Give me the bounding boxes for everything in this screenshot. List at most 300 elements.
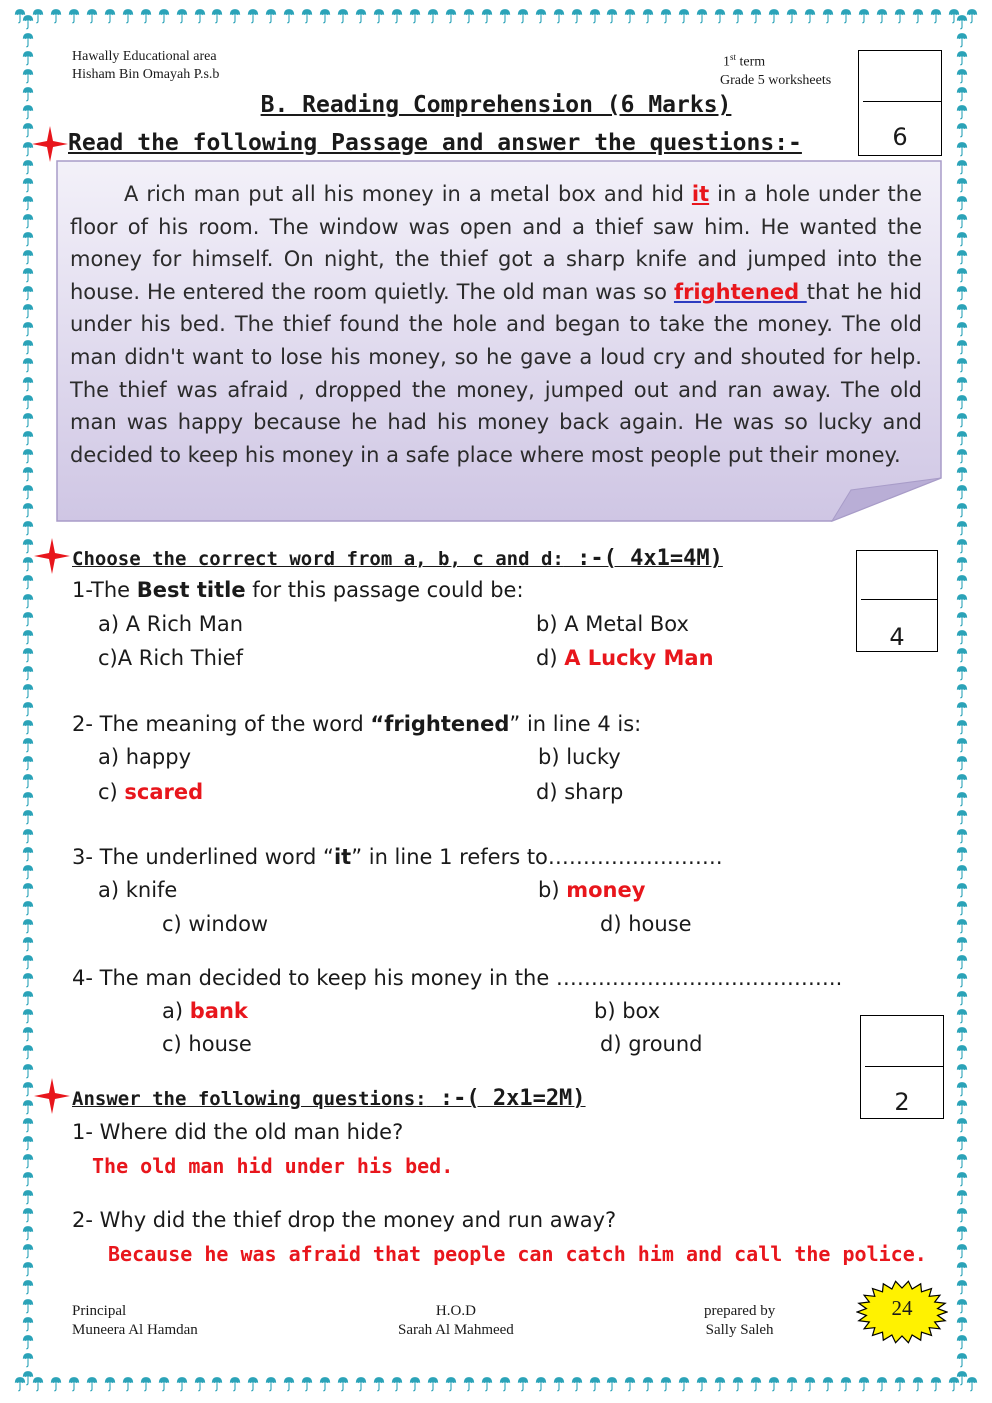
umbrella-border-icon (660, 8, 672, 24)
umbrella-border-icon (22, 846, 34, 862)
umbrella-border-icon (956, 122, 968, 138)
umbrella-border-icon (696, 8, 708, 24)
umbrella-border-icon (956, 701, 968, 717)
umbrella-border-icon (956, 737, 968, 753)
umbrella-border-icon (822, 1376, 834, 1392)
mark-box-divider (865, 1066, 943, 1067)
umbrella-border-icon (894, 8, 906, 24)
umbrella-border-icon (956, 394, 968, 410)
umbrella-border-icon (22, 430, 34, 446)
umbrella-border-icon (337, 8, 349, 24)
umbrella-border-icon (956, 918, 968, 934)
umbrella-border-icon (22, 484, 34, 500)
umbrella-border-icon (22, 502, 34, 518)
answer-question-1: 1- Where did the old man hide? (72, 1120, 404, 1144)
umbrella-border-icon (956, 954, 968, 970)
umbrella-border-icon (22, 394, 34, 410)
umbrella-border-icon (956, 1334, 968, 1350)
umbrella-border-icon (553, 1376, 565, 1392)
umbrella-border-icon (858, 1376, 870, 1392)
page-border-left (18, 14, 38, 1386)
hod-name: Sarah Al Mahmeed (398, 1322, 514, 1338)
umbrella-border-icon (956, 68, 968, 84)
umbrella-border-icon (956, 1026, 968, 1042)
q2-option-a[interactable]: a) happy (98, 745, 192, 769)
q1-option-b[interactable]: b) A Metal Box (536, 612, 689, 636)
umbrella-border-icon (22, 1298, 34, 1314)
umbrella-border-icon (427, 8, 439, 24)
umbrella-border-icon (956, 1370, 968, 1386)
umbrella-border-icon (642, 1376, 654, 1392)
umbrella-border-icon (750, 8, 762, 24)
umbrella-border-icon (956, 1117, 968, 1133)
umbrella-border-icon (22, 1261, 34, 1277)
umbrella-border-icon (956, 1352, 968, 1368)
umbrella-border-icon (956, 1008, 968, 1024)
umbrella-border-icon (894, 1376, 906, 1392)
answer-mark-value: 2 (894, 1088, 910, 1116)
umbrella-border-icon (22, 719, 34, 735)
umbrella-border-icon (956, 556, 968, 572)
umbrella-border-icon (355, 8, 367, 24)
umbrella-border-icon (22, 376, 34, 392)
umbrella-border-icon (956, 791, 968, 807)
footer-hod (398, 1302, 514, 1340)
umbrella-border-icon (956, 647, 968, 663)
umbrella-border-icon (624, 1376, 636, 1392)
umbrella-border-icon (337, 1376, 349, 1392)
umbrella-border-icon (956, 683, 968, 699)
umbrella-border-icon (956, 538, 968, 554)
umbrella-border-icon (553, 8, 565, 24)
umbrella-border-icon (104, 1376, 116, 1392)
umbrella-border-icon (956, 357, 968, 373)
umbrella-border-icon (481, 1376, 493, 1392)
umbrella-border-icon (956, 14, 968, 30)
umbrella-border-icon (956, 990, 968, 1006)
umbrella-border-icon (265, 8, 277, 24)
umbrella-border-icon (22, 828, 34, 844)
umbrella-border-icon (301, 8, 313, 24)
umbrella-border-icon (956, 448, 968, 464)
umbrella-border-icon (22, 412, 34, 428)
umbrella-border-icon (876, 1376, 888, 1392)
umbrella-border-icon (22, 1171, 34, 1187)
umbrella-border-icon (283, 8, 295, 24)
umbrella-border-icon (956, 665, 968, 681)
umbrella-border-icon (122, 1376, 134, 1392)
umbrella-border-icon (956, 267, 968, 283)
umbrella-border-icon (86, 8, 98, 24)
umbrella-border-icon (22, 339, 34, 355)
umbrella-border-icon (956, 1261, 968, 1277)
prepared-title: prepared by (704, 1303, 776, 1319)
umbrella-border-icon (956, 430, 968, 446)
umbrella-border-icon (22, 1225, 34, 1241)
umbrella-border-icon (22, 267, 34, 283)
umbrella-border-icon (265, 1376, 277, 1392)
umbrella-border-icon (319, 8, 331, 24)
principal-title: Principal (72, 1303, 127, 1319)
star-bullet-icon (32, 1076, 72, 1116)
page-border-right (952, 14, 972, 1386)
umbrella-border-icon (956, 1171, 968, 1187)
umbrella-border-icon (22, 285, 34, 301)
header-left (72, 48, 219, 84)
umbrella-border-icon (22, 990, 34, 1006)
umbrella-border-icon (319, 1376, 331, 1392)
star-bullet-icon (30, 124, 70, 164)
umbrella-border-icon (22, 1279, 34, 1295)
umbrella-border-icon (840, 8, 852, 24)
umbrella-border-icon (22, 1153, 34, 1169)
q4-option-c[interactable]: c) house (162, 1032, 252, 1056)
footer-principal (72, 1302, 198, 1340)
umbrella-border-icon (22, 466, 34, 482)
umbrella-border-icon (22, 773, 34, 789)
umbrella-border-icon (606, 8, 618, 24)
umbrella-border-icon (535, 1376, 547, 1392)
umbrella-border-icon (22, 900, 34, 916)
umbrella-border-icon (571, 8, 583, 24)
umbrella-border-icon (194, 8, 206, 24)
question-2: 2- The meaning of the word “frightened” in line 4 is: (72, 712, 642, 736)
umbrella-border-icon (956, 755, 968, 771)
umbrella-border-icon (22, 701, 34, 717)
umbrella-border-icon (22, 448, 34, 464)
umbrella-border-icon (956, 502, 968, 518)
umbrella-border-icon (22, 755, 34, 771)
umbrella-border-icon (956, 412, 968, 428)
umbrella-border-icon (956, 1135, 968, 1151)
choose-mark-box (856, 550, 938, 652)
answer-heading: Answer the following questions: :-( 2x1=2M) (72, 1086, 586, 1111)
umbrella-border-icon (956, 520, 968, 536)
question-4: 4- The man decided to keep his money in the ………………………………….. (72, 966, 843, 990)
umbrella-border-icon (22, 882, 34, 898)
umbrella-border-icon (50, 1376, 62, 1392)
umbrella-border-icon (22, 321, 34, 337)
umbrella-border-icon (956, 629, 968, 645)
umbrella-border-icon (876, 8, 888, 24)
umbrella-border-icon (956, 1225, 968, 1241)
umbrella-border-icon (373, 1376, 385, 1392)
umbrella-border-icon (786, 8, 798, 24)
umbrella-border-icon (22, 231, 34, 247)
umbrella-border-icon (956, 611, 968, 627)
umbrella-border-icon (22, 1189, 34, 1205)
umbrella-border-icon (22, 611, 34, 627)
umbrella-border-icon (956, 285, 968, 301)
passage-mark-value: 6 (892, 123, 908, 151)
umbrella-border-icon (956, 1063, 968, 1079)
q4-option-a[interactable]: a) bank (162, 999, 248, 1023)
umbrella-border-icon (956, 882, 968, 898)
umbrella-border-icon (956, 1099, 968, 1115)
umbrella-border-icon (956, 773, 968, 789)
q2-option-c[interactable]: c) scared (98, 780, 204, 804)
umbrella-border-icon (642, 8, 654, 24)
choose-mark-value: 4 (889, 623, 905, 651)
umbrella-border-icon (229, 8, 241, 24)
umbrella-border-icon (211, 8, 223, 24)
umbrella-border-icon (930, 1376, 942, 1392)
umbrella-border-icon (68, 1376, 80, 1392)
umbrella-border-icon (956, 828, 968, 844)
umbrella-border-icon (956, 339, 968, 355)
umbrella-border-icon (517, 8, 529, 24)
umbrella-border-icon (768, 1376, 780, 1392)
umbrella-border-icon (391, 8, 403, 24)
umbrella-border-icon (499, 8, 511, 24)
umbrella-border-icon (858, 8, 870, 24)
umbrella-border-icon (956, 1298, 968, 1314)
umbrella-border-icon (956, 719, 968, 735)
umbrella-border-icon (158, 1376, 170, 1392)
umbrella-border-icon (22, 1044, 34, 1060)
umbrella-border-icon (956, 249, 968, 265)
umbrella-border-icon (956, 177, 968, 193)
umbrella-border-icon (624, 8, 636, 24)
umbrella-border-icon (22, 1370, 34, 1386)
q2-option-d[interactable]: d) sharp (536, 780, 624, 804)
umbrella-border-icon (22, 791, 34, 807)
umbrella-border-icon (930, 8, 942, 24)
umbrella-border-icon (22, 520, 34, 536)
umbrella-border-icon (176, 8, 188, 24)
umbrella-border-icon (956, 1081, 968, 1097)
umbrella-border-icon (956, 972, 968, 988)
umbrella-border-icon (678, 8, 690, 24)
page-border-bottom (14, 1374, 978, 1394)
umbrella-border-icon (22, 737, 34, 753)
umbrella-border-icon (22, 683, 34, 699)
umbrella-border-icon (22, 14, 34, 30)
umbrella-border-icon (956, 195, 968, 211)
q4-option-d[interactable]: d) ground (600, 1032, 703, 1056)
umbrella-border-icon (22, 1135, 34, 1151)
umbrella-border-icon (391, 1376, 403, 1392)
q1-option-c[interactable]: c)A Rich Thief (98, 646, 244, 670)
umbrella-border-icon (22, 574, 34, 590)
umbrella-border-icon (22, 1117, 34, 1133)
umbrella-border-icon (211, 1376, 223, 1392)
umbrella-border-icon (804, 1376, 816, 1392)
passage-word-frightened: frightened (673, 279, 807, 304)
page-number: 24 (891, 1296, 913, 1320)
umbrella-border-icon (517, 1376, 529, 1392)
umbrella-border-icon (786, 1376, 798, 1392)
choose-heading: Choose the correct word from a, b, c and d: :-( 4x1=4M) (72, 546, 723, 571)
umbrella-border-icon (22, 195, 34, 211)
passage-panel (56, 160, 942, 522)
umbrella-border-icon (956, 376, 968, 392)
umbrella-border-icon (956, 900, 968, 916)
umbrella-border-icon (589, 8, 601, 24)
umbrella-border-icon (445, 1376, 457, 1392)
umbrella-border-icon (956, 593, 968, 609)
umbrella-border-icon (373, 8, 385, 24)
page-border-top (14, 6, 978, 26)
umbrella-border-icon (140, 1376, 152, 1392)
principal-name: Muneera Al Hamdan (72, 1322, 198, 1338)
umbrella-border-icon (956, 1153, 968, 1169)
umbrella-border-icon (499, 1376, 511, 1392)
umbrella-border-icon (535, 8, 547, 24)
umbrella-border-icon (660, 1376, 672, 1392)
umbrella-border-icon (956, 1207, 968, 1223)
umbrella-border-icon (678, 1376, 690, 1392)
umbrella-border-icon (956, 32, 968, 48)
umbrella-border-icon (22, 1316, 34, 1332)
umbrella-border-icon (956, 466, 968, 482)
umbrella-border-icon (409, 1376, 421, 1392)
umbrella-border-icon (194, 1376, 206, 1392)
grade-label: Grade 5 worksheets (720, 72, 832, 88)
umbrella-border-icon (696, 1376, 708, 1392)
umbrella-border-icon (22, 1008, 34, 1024)
umbrella-border-icon (140, 8, 152, 24)
umbrella-border-icon (445, 8, 457, 24)
q2-option-b[interactable]: b) lucky (538, 745, 621, 769)
umbrella-border-icon (22, 864, 34, 880)
umbrella-border-icon (22, 177, 34, 193)
umbrella-border-icon (956, 303, 968, 319)
q4-option-b[interactable]: b) box (594, 999, 661, 1023)
q1-option-d[interactable]: d) A Lucky Man (536, 646, 714, 670)
umbrella-border-icon (589, 1376, 601, 1392)
answer-2: Because he was afraid that people can catch him and call the police. (108, 1242, 927, 1266)
umbrella-border-icon (481, 8, 493, 24)
footer-prepared (704, 1302, 775, 1340)
umbrella-border-icon (22, 954, 34, 970)
umbrella-border-icon (22, 809, 34, 825)
q3-option-d[interactable]: d) house (600, 912, 692, 936)
umbrella-border-icon (956, 159, 968, 175)
educational-area: Hawally Educational area (72, 49, 217, 64)
answer-mark-box (860, 1015, 944, 1119)
umbrella-border-icon (768, 8, 780, 24)
umbrella-border-icon (956, 1279, 968, 1295)
umbrella-border-icon (22, 936, 34, 952)
q3-option-b[interactable]: b) money (538, 878, 646, 902)
umbrella-border-icon (714, 8, 726, 24)
umbrella-border-icon (355, 1376, 367, 1392)
umbrella-border-icon (22, 1334, 34, 1350)
umbrella-border-icon (956, 141, 968, 157)
hod-title: H.O.D (435, 1303, 476, 1319)
umbrella-border-icon (956, 574, 968, 590)
umbrella-border-icon (840, 1376, 852, 1392)
umbrella-border-icon (22, 918, 34, 934)
prepared-name: Sally Saleh (705, 1322, 774, 1338)
umbrella-border-icon (22, 50, 34, 66)
umbrella-border-icon (22, 1026, 34, 1042)
passage-text: A rich man put all his money in a metal box and hid it in a hole under the floor of his room. The window was open and a thief saw him. He wanted the money for himself. On night, the thief got a sharp knife and jumped into the house. He entered the room quietly. The old man was so frightened that he hid under his bed. The thief found the hole and began to take the money. The old man didn't want to lose his money, so he gave a loud cry and shouted for help. The thief was afraid , dropped the money, jumped out and ran away. The old man was happy because he had his money back again. He was so lucky and decided to keep his money in a safe place where most people put their money. (70, 182, 922, 467)
umbrella-border-icon (247, 8, 259, 24)
umbrella-border-icon (427, 1376, 439, 1392)
umbrella-border-icon (463, 8, 475, 24)
answer-1: The old man hid under his bed. (92, 1154, 454, 1178)
umbrella-border-icon (463, 1376, 475, 1392)
umbrella-border-icon (956, 1243, 968, 1259)
umbrella-border-icon (606, 1376, 618, 1392)
umbrella-border-icon (956, 809, 968, 825)
umbrella-border-icon (86, 1376, 98, 1392)
umbrella-border-icon (68, 8, 80, 24)
umbrella-border-icon (912, 8, 924, 24)
passage-word-it: it (691, 182, 710, 206)
umbrella-border-icon (822, 8, 834, 24)
umbrella-border-icon (912, 1376, 924, 1392)
q3-option-c[interactable]: c) window (162, 912, 269, 936)
answer-question-2: 2- Why did the thief drop the money and run away? (72, 1208, 617, 1232)
umbrella-border-icon (22, 303, 34, 319)
umbrella-border-icon (122, 8, 134, 24)
umbrella-border-icon (22, 972, 34, 988)
q3-option-a[interactable]: a) knife (98, 878, 178, 902)
question-3: 3- The underlined word “it” in line 1 refers to……………………. (72, 845, 723, 869)
umbrella-border-icon (956, 484, 968, 500)
umbrella-border-icon (956, 1189, 968, 1205)
umbrella-border-icon (22, 593, 34, 609)
umbrella-border-icon (176, 1376, 188, 1392)
umbrella-border-icon (104, 8, 116, 24)
umbrella-border-icon (247, 1376, 259, 1392)
q1-option-a[interactable]: a) A Rich Man (98, 612, 244, 636)
umbrella-border-icon (956, 50, 968, 66)
umbrella-border-icon (50, 8, 62, 24)
umbrella-border-icon (571, 1376, 583, 1392)
umbrella-border-icon (22, 213, 34, 229)
umbrella-border-icon (956, 213, 968, 229)
umbrella-border-icon (22, 357, 34, 373)
school-name: Hisham Bin Omayah P.s.b (72, 67, 220, 82)
umbrella-border-icon (956, 936, 968, 952)
umbrella-border-icon (956, 1316, 968, 1332)
umbrella-border-icon (732, 8, 744, 24)
umbrella-border-icon (956, 321, 968, 337)
umbrella-border-icon (301, 1376, 313, 1392)
umbrella-border-icon (22, 1207, 34, 1223)
mark-box-divider (861, 599, 937, 600)
instruction: Read the following Passage and answer the questions:- (68, 130, 802, 156)
umbrella-border-icon (956, 846, 968, 862)
umbrella-border-icon (283, 1376, 295, 1392)
umbrella-border-icon (732, 1376, 744, 1392)
umbrella-border-icon (22, 647, 34, 663)
umbrella-border-icon (956, 1044, 968, 1060)
umbrella-border-icon (22, 32, 34, 48)
umbrella-border-icon (22, 249, 34, 265)
umbrella-border-icon (22, 665, 34, 681)
umbrella-border-icon (714, 1376, 726, 1392)
umbrella-border-icon (22, 68, 34, 84)
question-1: 1-The Best title for this passage could be: (72, 578, 524, 602)
umbrella-border-icon (409, 8, 421, 24)
star-bullet-icon (32, 536, 72, 576)
section-title: B. Reading Comprehension (6 Marks) (260, 92, 732, 118)
umbrella-border-icon (22, 629, 34, 645)
header-right (720, 48, 831, 90)
umbrella-border-icon (158, 8, 170, 24)
umbrella-border-icon (750, 1376, 762, 1392)
umbrella-border-icon (956, 864, 968, 880)
term-label: 1st term (723, 52, 766, 70)
umbrella-border-icon (229, 1376, 241, 1392)
umbrella-border-icon (22, 1243, 34, 1259)
umbrella-border-icon (22, 1352, 34, 1368)
